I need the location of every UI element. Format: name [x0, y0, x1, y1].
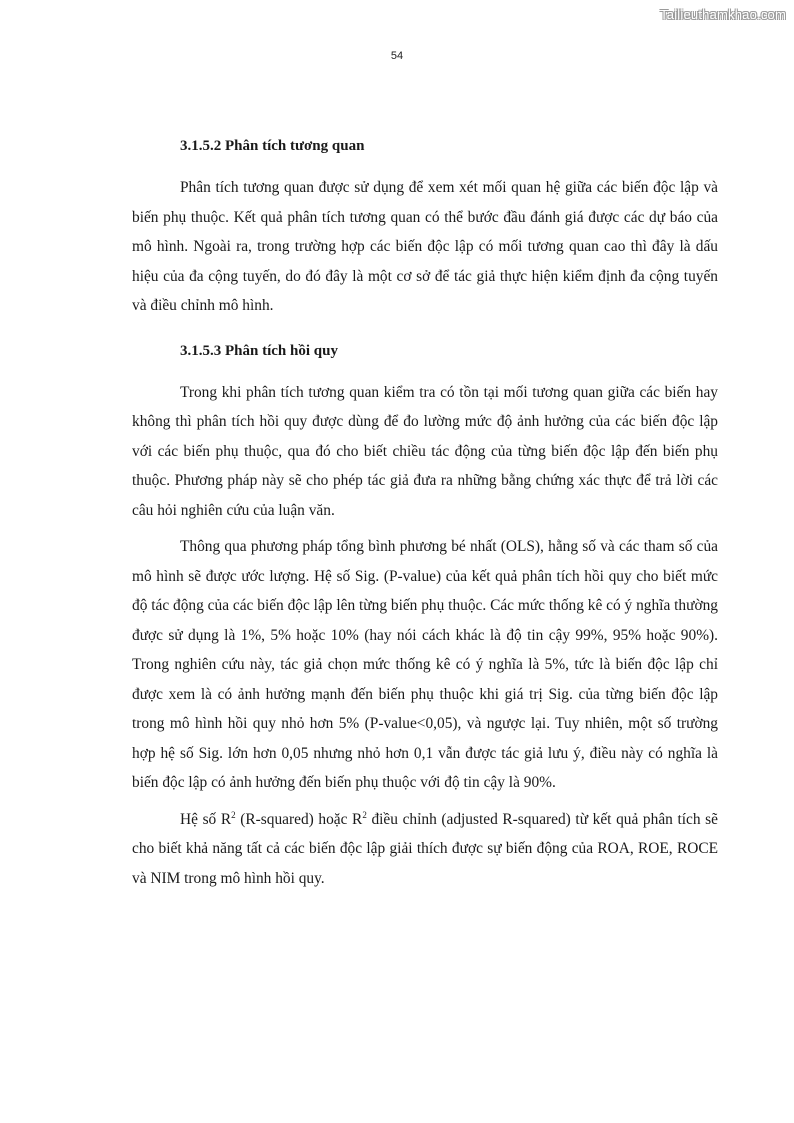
text-segment: điều chỉnh (adjusted R-squared) từ kết quả phân tích sẽ cho biết khả năng tất cả các biến độc lập giải thích được sự biến động của ROA, ROE, ROCE và NIM trong mô hình hồi quy. [132, 810, 718, 887]
paragraph-regression-r-squared [132, 805, 718, 894]
superscript: 2 [362, 809, 367, 820]
watermark: Tailieuthamkhao.com [660, 7, 786, 22]
text-segment: Hệ số R [180, 810, 232, 828]
section-heading-regression: 3.1.5.3 Phân tích hồi quy [180, 342, 338, 359]
section-heading-correlation: 3.1.5.2 Phân tích tương quan [180, 138, 365, 154]
paragraph-correlation: Phân tích tương quan được sử dụng để xem xét mối quan hệ giữa các biến độc lập và biến phụ thuộc. Kết quả phân tích tương quan có thể bước đầu đánh giá được các dự báo của mô hình. Ngoài ra, trong trường hợp các biến độc lập có mối tương quan cao thì đây là dấu hiệu của đa cộng tuyến, do đó đây là một cơ sở để tác giả thực hiện kiểm định đa cộng tuyến và điều chỉnh mô hình. [132, 179, 718, 314]
document-body [132, 128, 718, 893]
paragraph-regression-ols: Thông qua phương pháp tổng bình phương bé nhất (OLS), hằng số và các tham số của mô hình sẽ được ước lượng. Hệ số Sig. (P-value) của kết quả phân tích hồi quy cho biết mức độ tác động của các biến độc lập lên từng biến phụ thuộc. Các mức thống kê có ý nghĩa thường được sử dụng là 1%, 5% hoặc 10% (hay nói cách khác là độ tin cậy 99%, 95% hoặc 90%). Trong nghiên cứu này, tác giả chọn mức thống kê có ý nghĩa là 5%, tức là biến độc lập chỉ được xem là có ảnh hưởng mạnh đến biến phụ thuộc khi giá trị Sig. của từng biến độc lập trong mô hình hồi quy nhỏ hơn 5% (P-value<0,05), và ngược lại. Tuy nhiên, một số trường hợp hệ số Sig. lớn hơn 0,05 nhưng nhỏ hơn 0,1 vẫn được tác giả lưu ý, điều này có nghĩa là biến độc lập có ảnh hưởng đến biến phụ thuộc với độ tin cậy là 90%. [132, 538, 718, 791]
page-number: 54 [390, 50, 404, 62]
superscript: 2 [231, 809, 236, 820]
paragraph-regression-intro: Trong khi phân tích tương quan kiểm tra có tồn tại mối tương quan giữa các biến hay không thì phân tích hồi quy được dùng để đo lường mức độ ảnh hưởng của các biến độc lập với các biến phụ thuộc, qua đó cho biết chiều tác động của từng biến độc lập đến biến phụ thuộc. Phương pháp này sẽ cho phép tác giả đưa ra những bằng chứng xác thực để trả lời các câu hỏi nghiên cứu của luận văn. [132, 383, 718, 519]
text-segment: (R-squared) hoặc R [235, 810, 363, 828]
